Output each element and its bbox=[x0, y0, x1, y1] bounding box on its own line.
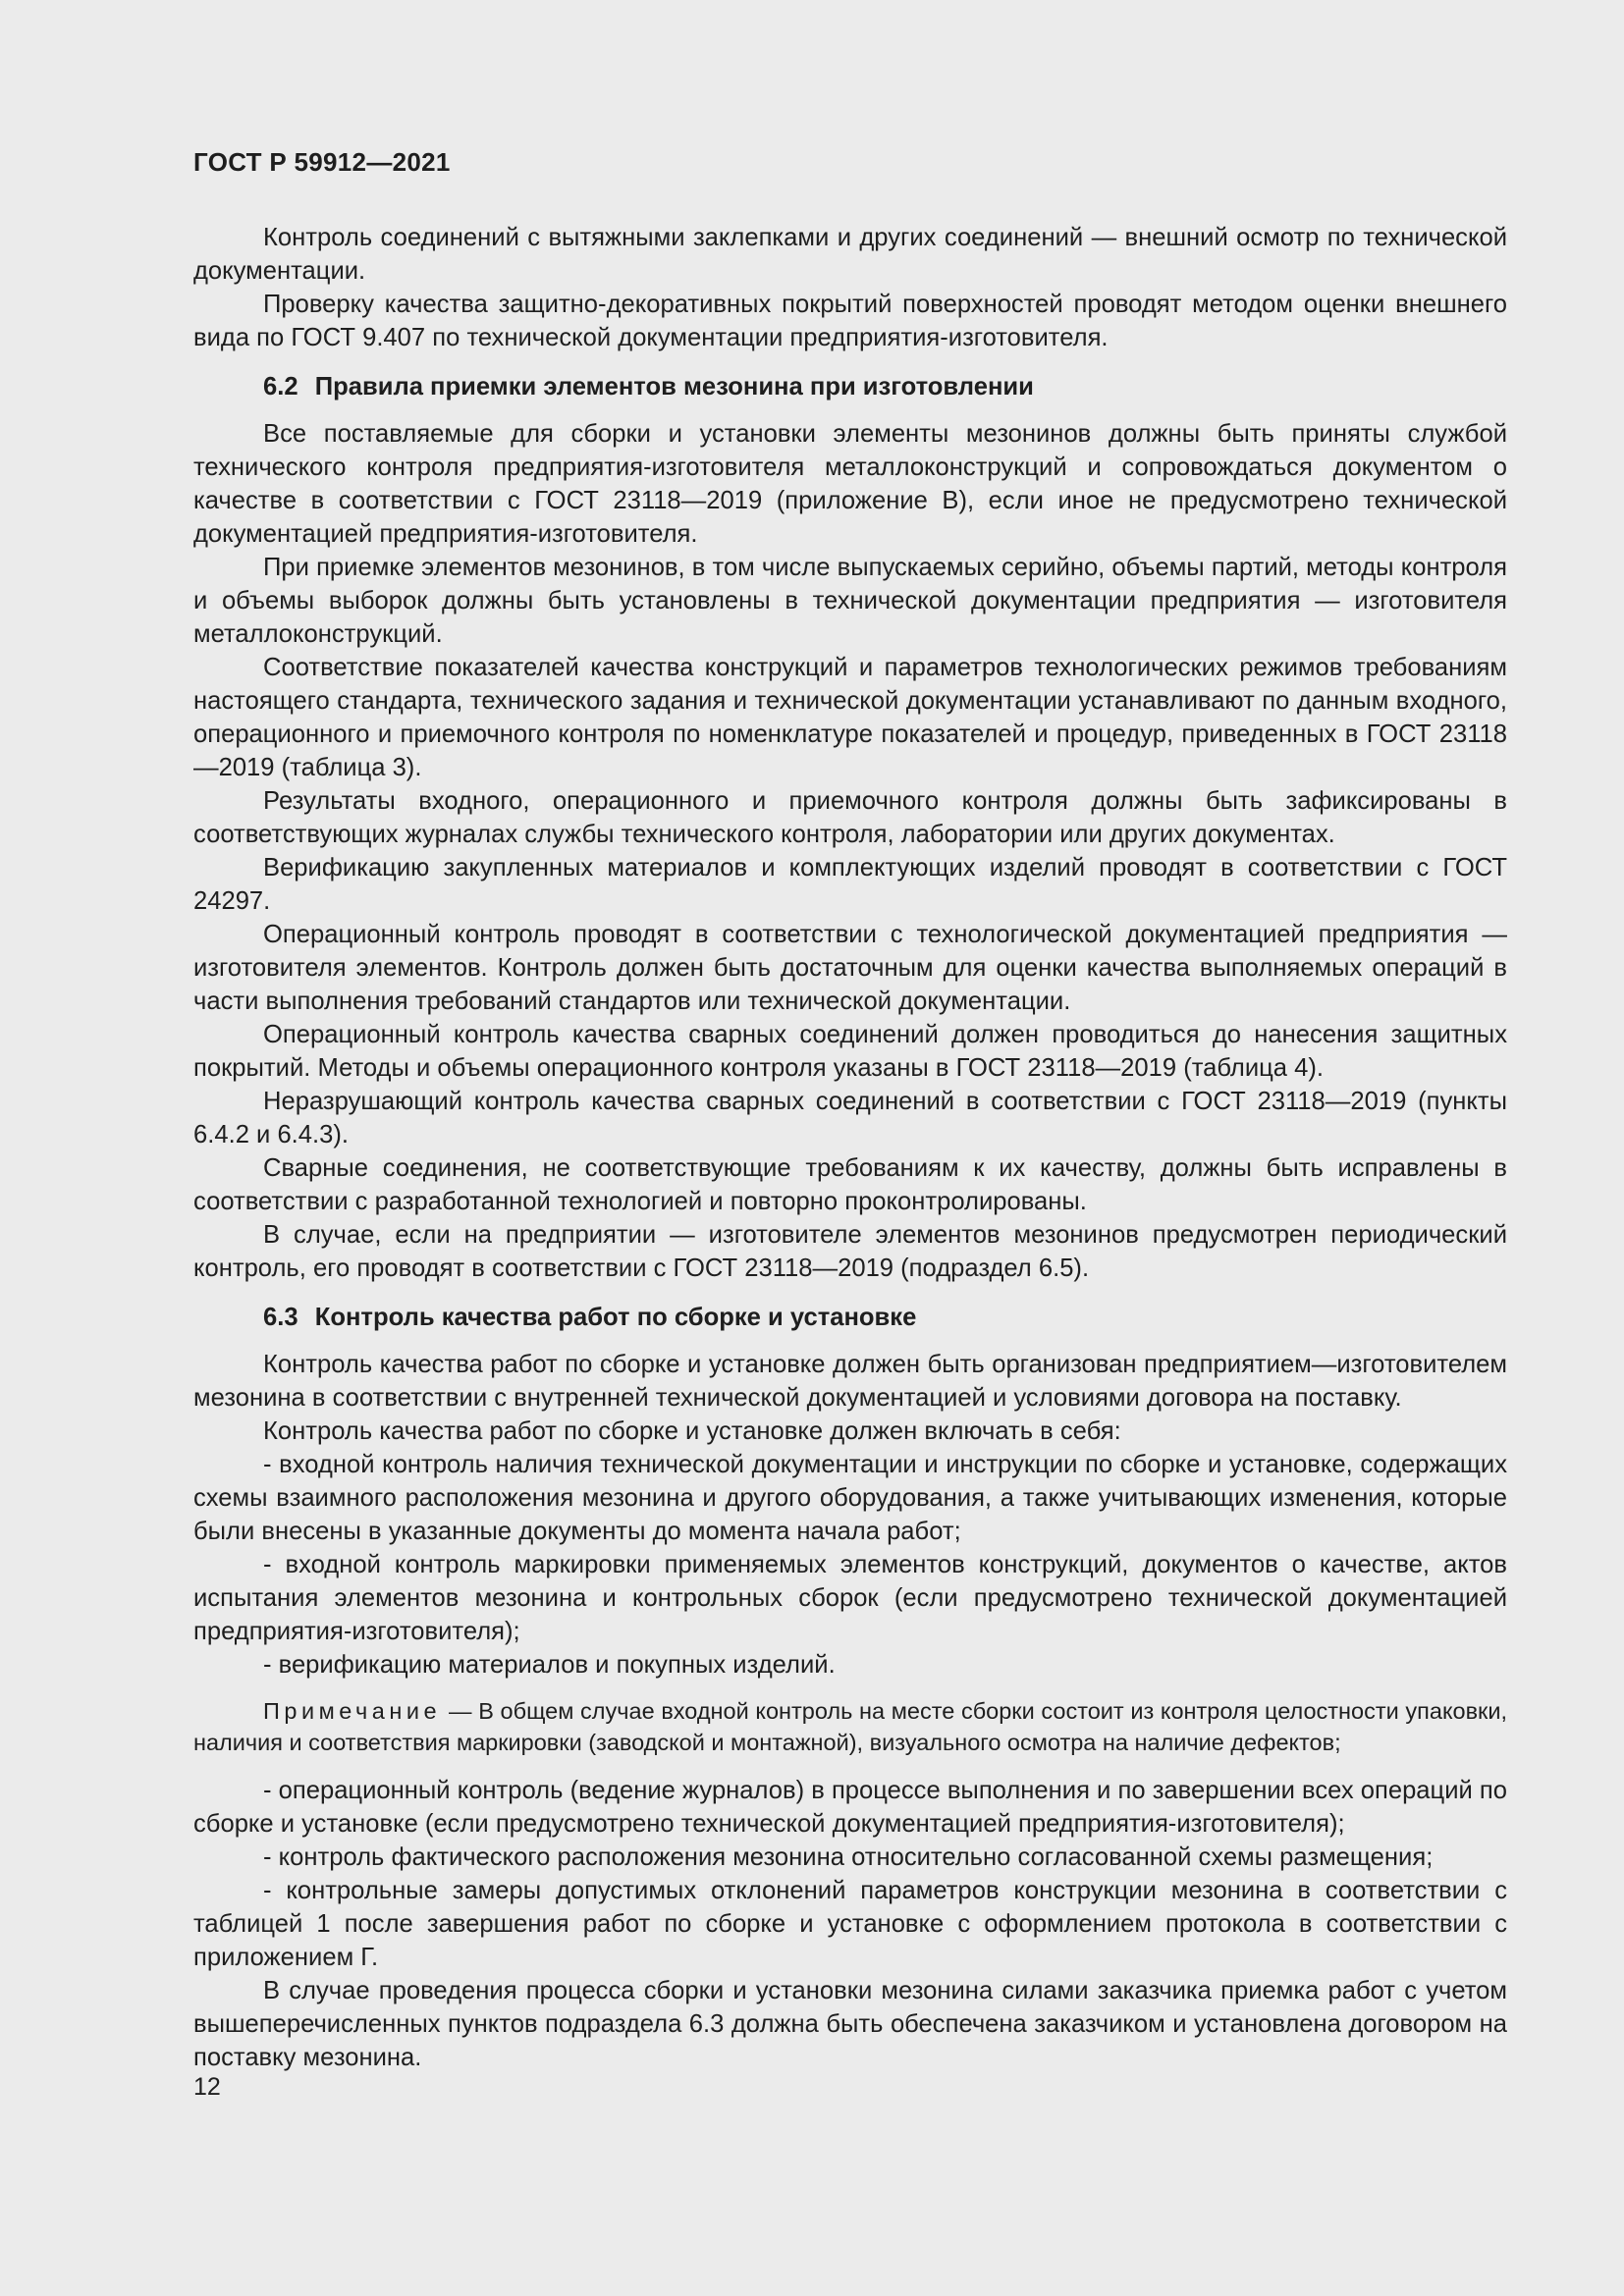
list-item: - контрольные замеры допустимых отклонений параметров конструкции мезонина в соответствии с таблицей 1 после завершения работ по сборке и установке с оформлением протокола в соответствии с приложением Г. bbox=[193, 1877, 1507, 1971]
paragraph: Операционный контроль проводят в соответствии с технологической документацией предприятия — изготовителя элементов. Контроль должен быть достаточным для оценки качества выполняемых операций в части выполнения требований стандартов или технической документации. bbox=[193, 921, 1507, 1015]
document-header: ГОСТ Р 59912—2021 bbox=[193, 147, 451, 177]
note-text: — В общем случае входной контроль на месте сборки состоит из контроля целостности упаковки, наличия и соответствия маркировки (заводской и монтажной), визуального осмотра на наличие дефектов; bbox=[193, 1698, 1507, 1755]
list-item: - верификацию материалов и покупных изделий. bbox=[263, 1651, 836, 1679]
paragraph: В случае проведения процесса сборки и установки мезонина силами заказчика приемка работ с учетом вышеперечисленных пунктов подраздела 6.3 должна быть обеспечена заказчиком и установлена договором на поставку мезонина. bbox=[193, 1977, 1507, 2071]
section-number: 6.3 bbox=[263, 1304, 298, 1331]
paragraph: В случае, если на предприятии — изготовителе элементов мезонинов предусмотрен периодический контроль, его проводят в соответствии с ГОСТ 23118—2019 (подраздел 6.5). bbox=[193, 1221, 1507, 1282]
list-item: - входной контроль маркировки применяемых элементов конструкций, документов о качестве, актов испытания элементов мезонина и контрольных сборок (если предусмотрено технической документацией предприятия-изготовителя); bbox=[193, 1551, 1507, 1645]
document-body bbox=[193, 221, 1507, 2074]
section-title: Контроль качества работ по сборке и установке bbox=[314, 1304, 917, 1331]
list-item: - входной контроль наличия технической документации и инструкции по сборке и установке, содержащих схемы взаимного расположения мезонина и другого оборудования, а также учитывающих изменения, которые были внесены в указанные документы до момента начала работ; bbox=[193, 1451, 1507, 1545]
paragraph: Соответствие показателей качества конструкций и параметров технологических режимов требованиям настоящего стандарта, технического задания и технической документации устанавливают по данным входного, операционного и приемочного контроля по номенклатуре показателей и процедур, приведенных в ГОСТ 23118—2019 (таблица 3). bbox=[193, 654, 1507, 781]
paragraph: При приемке элементов мезонинов, в том числе выпускаемых серийно, объемы партий, методы контроля и объемы выборок должны быть установлены в технической документации предприятия — изготовителя металлоконструкций. bbox=[193, 554, 1507, 648]
note-label: Примечание bbox=[263, 1698, 442, 1724]
section-heading-6-2 bbox=[193, 370, 1507, 403]
section-number: 6.2 bbox=[263, 373, 298, 400]
paragraph: Результаты входного, операционного и приемочного контроля должны быть зафиксированы в соответствующих журналах службы технического контроля, лаборатории или других документах. bbox=[193, 787, 1507, 848]
paragraph: Контроль соединений с вытяжными заклепками и других соединений — внешний осмотр по технической документации. bbox=[193, 224, 1507, 285]
paragraph: Неразрушающий контроль качества сварных соединений в соответствии с ГОСТ 23118—2019 (пункты 6.4.2 и 6.4.3). bbox=[193, 1088, 1507, 1148]
paragraph: Контроль качества работ по сборке и установке должен включать в себя: bbox=[263, 1417, 1121, 1445]
page-number: 12 bbox=[193, 2073, 221, 2101]
paragraph: Проверку качества защитно-декоративных покрытий поверхностей проводят методом оценки внешнего вида по ГОСТ 9.407 по технической документации предприятия-изготовителя. bbox=[193, 291, 1507, 351]
paragraph: Все поставляемые для сборки и установки элементы мезонинов должны быть приняты службой технического контроля предприятия-изготовителя металлоконструкций и сопровождаться документом о качестве в соответствии с ГОСТ 23118—2019 (приложение В), если иное не предусмотрено технической документацией предприятия-изготовителя. bbox=[193, 420, 1507, 548]
paragraph: Сварные соединения, не соответствующие требованиям к их качеству, должны быть исправлены в соответствии с разработанной технологией и повторно проконтролированы. bbox=[193, 1154, 1507, 1215]
section-heading-6-3 bbox=[193, 1301, 1507, 1334]
paragraph: Контроль качества работ по сборке и установке должен быть организован предприятием—изготовителем мезонина в соответствии с внутренней технической документацией и условиями договора на поставку. bbox=[193, 1351, 1507, 1412]
list-item: - контроль фактического расположения мезонина относительно согласованной схемы размещения; bbox=[263, 1843, 1434, 1871]
paragraph: Верификацию закупленных материалов и комплектующих изделий проводят в соответствии с ГОСТ 24297. bbox=[193, 854, 1507, 915]
paragraph: Операционный контроль качества сварных соединений должен проводиться до нанесения защитных покрытий. Методы и объемы операционного контроля указаны в ГОСТ 23118—2019 (таблица 4). bbox=[193, 1021, 1507, 1082]
note bbox=[193, 1695, 1507, 1758]
list-item: - операционный контроль (ведение журналов) в процессе выполнения и по завершении всех операций по сборке и установке (если предусмотрено технической документацией предприятия-изготовителя); bbox=[193, 1777, 1507, 1838]
section-title: Правила приемки элементов мезонина при изготовлении bbox=[314, 373, 1034, 400]
